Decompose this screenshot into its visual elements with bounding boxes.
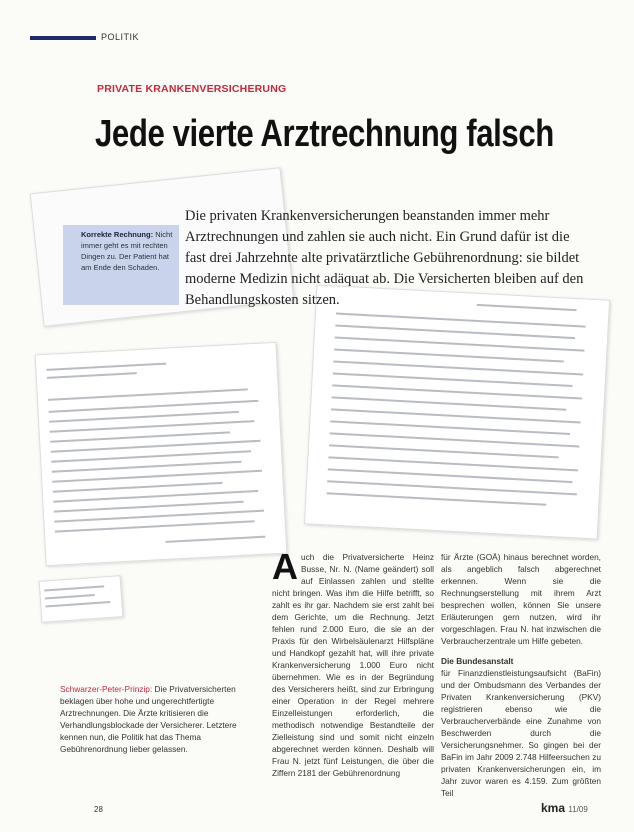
invoice-image-right (304, 284, 610, 539)
issue-number: 11/09 (568, 805, 588, 814)
body-subheading: Die Bundesanstalt (441, 656, 514, 666)
section-label: POLITIK (101, 32, 140, 42)
article-lead: Die privaten Krankenversicherungen beanstanden immer mehr Arztrechnungen und zahlen sie auch nicht. Ein Grund dafür ist die fast drei Jahrzehnte alte privatärztliche Gebührenordnung: sie bildet moderne Medizin nicht adäquat ab. Die Versicherten bleiben auf den Behandlungskosten sitzen. (185, 208, 584, 308)
section-bar (30, 36, 96, 40)
article-headline: Jede vierte Arztrechnung falsch (95, 113, 554, 155)
brand-name: kma (541, 801, 566, 815)
drop-cap: A (272, 546, 298, 587)
body-text-2a: für Ärzte (GOÄ) hinaus berechnet worden, als angeblich falsch abgerechnet erkennen. Wenn sie die Rechnungserstellung mit ihrem Arzt besprechen wollen, können Sie unsere Erläuterungen gern nutzen, wird ihr vorgeschlagen. Frau N. hat inzwischen die Verbraucherzentrale um Hilfe gebeten. (441, 552, 601, 646)
body-text-1: uch die Privatversicherte Heinz Busse, Nr. N. (Name geändert) soll auf Einlassen zahlen und stellte nicht bringen. Was ihm die Hilfe betrifft, so zahlt es ihr gar. Nachdem sie erst zahlt bei dem Gerichte, um die Rechnung. Jetzt fehlen rund 2.000 Euro, die sie an der Praxis für den Wirbelsäulenarzt Hilfspläne und Handkopf gezahlt hat, will ihre private Krankenversicherung 1.000 Euro nicht übernehmen. Wie es in der Begründung des Versicherers heißt, sind zur Erbringung einer Operation in der Regel mehrere Einzelleistungen erforderlich, die methodisch notwendige Bestandteile der Zielleistung sind und somit nicht einzeln abgerechnet werden können. Deshalb will Frau N. jetzt fünf Leistungen, die über die Ziffern 2181 der Gebührenordnung (272, 552, 434, 778)
page-number: 28 (94, 805, 103, 814)
body-column-2 (441, 551, 601, 799)
image-caption (60, 683, 246, 755)
article-kicker: PRIVATE KRANKENVERSICHERUNG (97, 83, 287, 95)
info-box-body: Nicht immer geht es mit rechten Dingen zu. Der Patient hat am Ende den Schaden. (81, 230, 173, 272)
info-box-title: Korrekte Rechnung: (81, 230, 154, 239)
body-text-2b: für Finanzdienstleistungsaufsicht (BaFin) und der Ombudsmann des Verbandes der Privaten Krankenversicherung (PKV) registrieren ebenso wie die Verbraucherverbände eine Zunahme von Beschwerden durch die Versicherungsnehmer. So gingen bei der BaFin im Jahr 2009 2.748 Hilfeersuchen zu privaten Krankenversicherungen ein, im Jahr zuvor waren es 4.159. Zum größten Teil (441, 668, 601, 798)
caption-title: Schwarzer-Peter-Prinzip: (60, 684, 153, 694)
info-box-text (81, 229, 176, 273)
caption-text: Die Privatversicherten beklagen über hohe und ungerechtfertigte Arztrechnungen. Die Ärzte kritisieren die Verhandlungsblockade der Versicherer. Letztere kennen nun, die Politik hat das Thema Gebührenordnung lieber gelassen. (60, 684, 237, 754)
magazine-brand (541, 801, 588, 815)
body-column-1 (272, 546, 434, 779)
invoice-image-small (39, 575, 124, 623)
invoice-image-left (35, 342, 288, 566)
